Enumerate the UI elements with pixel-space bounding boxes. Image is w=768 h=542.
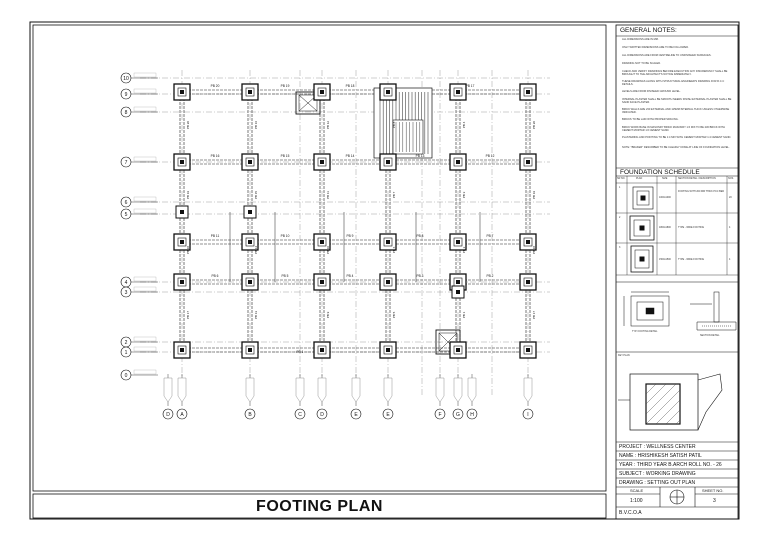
general-note-item: LEVELS ARE FROM FINISHED GROUND LEVEL.: [622, 90, 681, 93]
general-notes-heading: GENERAL NOTES:: [620, 27, 677, 34]
level-tag: [524, 378, 532, 402]
schedule-col-nos: NOS.: [728, 177, 734, 180]
column: [320, 348, 324, 352]
sheet-value: 3: [713, 498, 716, 504]
beam-label-vertical: PB 19: [532, 190, 536, 200]
beam-label-vertical: PB 3: [462, 191, 466, 199]
general-note-item: ALL DIMENSIONS ARE IN MM.: [622, 38, 659, 41]
footing-detail-caption: TYP. FOOTING DETAIL: [632, 330, 658, 333]
level-tag: [384, 378, 392, 402]
general-note-item: ONLY WRITTEN DIMENSIONS ARE TO BE FOLLOWED.: [622, 46, 689, 49]
schedule-row-size: 1800x1800: [659, 226, 671, 229]
beam-label-vertical: PB 6: [392, 246, 396, 254]
drawing-name: DRAWING : SETTING OUT PLAN: [619, 480, 696, 486]
column: [180, 348, 184, 352]
column: [248, 348, 252, 352]
beam-label: PB 3: [416, 274, 424, 278]
column: [248, 240, 252, 244]
level-tag: [296, 378, 304, 402]
column: [386, 280, 390, 284]
grid-row-label: 0: [124, 372, 128, 379]
beam-label: PB 9: [346, 234, 354, 238]
column: [180, 210, 184, 214]
column: [248, 210, 252, 214]
grid-col-label: F: [438, 412, 442, 418]
foundation-schedule-heading: FOUNDATION SCHEDULE: [620, 169, 700, 176]
beam-label: PB 8: [416, 234, 424, 238]
column: [248, 280, 252, 284]
level-tag: [454, 378, 462, 402]
grid-col-label: C: [298, 412, 302, 418]
beam-label: PB 10: [280, 234, 290, 238]
beam-label: PB 1: [296, 350, 304, 354]
grid-row-label: 5: [124, 211, 128, 218]
column: [526, 160, 530, 164]
beam-label-vertical: PB 18: [186, 245, 190, 255]
schedule-row-no: 1: [619, 186, 621, 189]
footing-plan: [121, 70, 550, 419]
year-roll: YEAR : THIRD YEAR B.ARCH ROLL NO. - 26: [619, 462, 722, 468]
grid-col-label: I: [527, 412, 529, 418]
key-plan-label: KEY PLAN: [618, 354, 630, 357]
column: [526, 348, 530, 352]
column: [320, 240, 324, 244]
grid-row-label: 10: [123, 75, 129, 82]
sheet-label: SHEET NO.: [702, 488, 724, 493]
schedule-col-srno: SR NO.: [617, 177, 626, 180]
beam-label-vertical: PB 4: [462, 121, 466, 129]
beam-label: PB 7: [486, 234, 494, 238]
beam-label: PB 14: [345, 154, 355, 158]
schedule-row-size: 1000x1000: [659, 196, 671, 199]
level-tag: [178, 378, 186, 402]
schedule-row-no: 3: [619, 246, 621, 249]
stair-landing: [393, 120, 423, 154]
schedule-col-plan: PLAN: [636, 177, 643, 180]
general-note-item: BRICK WALLS ARE 230 EXTERNAL AND 115MM INTERNAL THICK UNLESS OTHERWISE INDICATED.: [622, 108, 730, 115]
column: [180, 160, 184, 164]
schedule-row-nos: 20: [729, 196, 732, 199]
level-tag: [134, 287, 156, 291]
beam-label: PB 6: [211, 274, 219, 278]
beam-label-vertical: PB 19: [186, 190, 190, 200]
general-note-item: CHECK AND VERIFY DRAWINGS BEFORE EXECUTION ANY DISCREPANCY SHALL BE BROUGHT TO THE ARCHITECT'S NOTICE IMMEDIATELY.: [622, 70, 728, 77]
schedule-row-size: 1500x1500: [659, 258, 671, 261]
beam-label-vertical: PB 2: [462, 246, 466, 254]
grid-col-label: D: [320, 412, 324, 418]
grid-row-label: 9: [124, 91, 128, 98]
beam-label: PB 18: [345, 84, 355, 88]
beam-label-vertical: PB 20: [532, 120, 536, 130]
schedule-row-nos: 4: [729, 226, 731, 229]
level-tag: [134, 277, 156, 281]
beam-label-vertical: PB 18: [532, 245, 536, 255]
column: [386, 348, 390, 352]
schedule-row-nos: 4: [729, 258, 731, 261]
beam-label-vertical: PB 14: [254, 245, 258, 255]
beam-label-vertical: PB 11: [326, 191, 330, 199]
column: [180, 90, 184, 94]
beam-label: PB 20: [210, 84, 220, 88]
beam-label-vertical: PB 9: [326, 311, 330, 319]
grid-row-label: 7: [124, 159, 128, 166]
beam-label-vertical: PB 20: [186, 120, 190, 130]
grid-col-label: D: [166, 412, 170, 418]
general-note-item: THESE DRAWINGS ALONG WITH STRUCTURAL ENGINEER'S DRAWING FOR R.C.C DETAILS.: [622, 80, 725, 87]
grid-row-label: 8: [124, 109, 128, 116]
column: [320, 90, 324, 94]
beam-label-vertical: PB 7: [392, 191, 396, 199]
column: [248, 90, 252, 94]
level-tag: [134, 73, 156, 77]
beam-label: PB 2: [486, 274, 494, 278]
schedule-col-desc: SECTION DETAIL / DESCRIPTION: [678, 177, 716, 180]
grid-row-label: 2: [124, 339, 128, 346]
beam-label: PB 17: [465, 84, 475, 88]
level-tag: [134, 337, 156, 341]
level-tag: [134, 209, 156, 213]
column: [320, 160, 324, 164]
column: [456, 280, 460, 284]
general-note-item: DRAWING NOT TO BE SCALED.: [622, 62, 661, 65]
general-note-item: BRICK WORK BASE IN MASONRY BRICK MASONRY 1:6 MIX TO BE 230 BRICK WITH CEMENT MORTAR 1:6 CEMENT SAND.: [622, 126, 725, 133]
footing-detail-sketch: [624, 292, 669, 326]
beam-label: PB 12: [485, 154, 495, 158]
beam-label: PB 19: [280, 84, 290, 88]
grid-row-label: 3: [124, 289, 128, 296]
beam-label-vertical: PB 17: [186, 310, 190, 320]
level-tag: [134, 347, 156, 351]
footing-section-sketch: [690, 292, 736, 330]
beam-label: PB 15: [280, 154, 290, 158]
schedule-footing-icons: [630, 187, 654, 272]
scale-label: SCALE: [630, 488, 644, 493]
beam-label-vertical: PB 12: [326, 120, 330, 130]
level-tag: [468, 378, 476, 402]
beam-label-vertical: PB 17: [532, 310, 536, 320]
column: [526, 240, 530, 244]
student-name: NAME : HRISHIKESH SATISH PATIL: [619, 453, 702, 459]
schedule-col-size: SIZE: [662, 177, 668, 180]
column: [526, 280, 530, 284]
drawing-title: FOOTING PLAN: [256, 498, 383, 515]
level-tag: [164, 378, 172, 402]
column: [386, 160, 390, 164]
general-note-item: ALL DIMENSIONS ARE FROM CENTRELINE TO UNFINISHED SURFACES.: [622, 54, 712, 57]
column: [180, 240, 184, 244]
grid-col-label: G: [456, 412, 460, 418]
grid-row-label: 6: [124, 199, 128, 206]
grid-col-label: H: [470, 412, 474, 418]
general-note-item: PLASTERING AND POINTING TO BE 1:4 MIX WITH CEMENT MORTAR 1:4 CEMENT SAND.: [622, 136, 732, 139]
grid-row-label: 1: [124, 349, 128, 356]
level-tag: [134, 370, 156, 374]
beam-label: PB 13: [415, 154, 425, 158]
column: [526, 90, 530, 94]
title-block-dividers: [616, 36, 738, 507]
column: [456, 290, 460, 294]
beam-label: PB 4: [346, 274, 354, 278]
subject: SUBJECT : WORKING DRAWING: [619, 471, 696, 477]
key-plan: [618, 374, 722, 430]
level-tag: [436, 378, 444, 402]
beam-label-vertical: PB 13: [254, 310, 258, 320]
schedule-row-no: 2: [619, 216, 621, 219]
beam-label-vertical: PB 10: [326, 245, 330, 255]
beam-label-vertical: PB 15: [254, 190, 258, 200]
beam-label-vertical: PB 16: [254, 120, 258, 130]
college-name: B.V.C.O.A: [619, 510, 642, 516]
column: [456, 90, 460, 94]
column: [456, 240, 460, 244]
general-note-item: NOTE: "BRAKER" DESCRIBED TO BE CLEARLY DONE AT LINE OF FOUNDATION LEVEL.: [622, 146, 730, 149]
scale-value: 1:100: [630, 498, 643, 504]
column: [386, 90, 390, 94]
schedule-row-desc: TYPE - WIDE FOOTING: [678, 226, 705, 229]
beam-label-vertical: PB 8: [392, 121, 396, 129]
column: [456, 160, 460, 164]
project-name: PROJECT : WELLNESS CENTER: [619, 444, 696, 450]
grid-col-label: A: [180, 412, 184, 418]
beam-label: PB 11: [210, 234, 220, 238]
beam-label-vertical: PB 1: [462, 311, 466, 319]
beam-label: PB 16: [210, 154, 220, 158]
level-tag: [318, 378, 326, 402]
general-note-item: INTERNAL PLASTER SHALL BE SMOOTH NEERU FINISH EXTERNAL PLASTER SHALL BE SAND FACE PLASTER.: [622, 98, 732, 105]
level-tag: [134, 197, 156, 201]
level-tag: [134, 89, 156, 93]
grid-col-label: E: [386, 412, 390, 418]
grid-col-label: B: [248, 412, 252, 418]
grid-row-label: 4: [124, 279, 128, 286]
column: [180, 280, 184, 284]
column: [248, 160, 252, 164]
general-note-item: BRICKS TO BE LAID WITH PROPER SPACING.: [622, 118, 679, 121]
level-tag: [134, 157, 156, 161]
grid-col-label: E: [354, 412, 358, 418]
column: [386, 240, 390, 244]
beam-label-vertical: PB 5: [392, 311, 396, 319]
north-arrow: [670, 490, 684, 504]
beam-label: PB 5: [281, 274, 289, 278]
schedule-row-desc: FOOTING WITH 200 MM THICK PCC BED: [678, 190, 725, 193]
column: [320, 280, 324, 284]
schedule-row-desc: TYPE - WIDE FOOTING: [678, 258, 705, 261]
level-tag: [352, 378, 360, 402]
section-detail-caption: SECTION DETAIL: [700, 334, 720, 337]
column: [456, 348, 460, 352]
level-tag: [246, 378, 254, 402]
level-tag: [134, 107, 156, 111]
